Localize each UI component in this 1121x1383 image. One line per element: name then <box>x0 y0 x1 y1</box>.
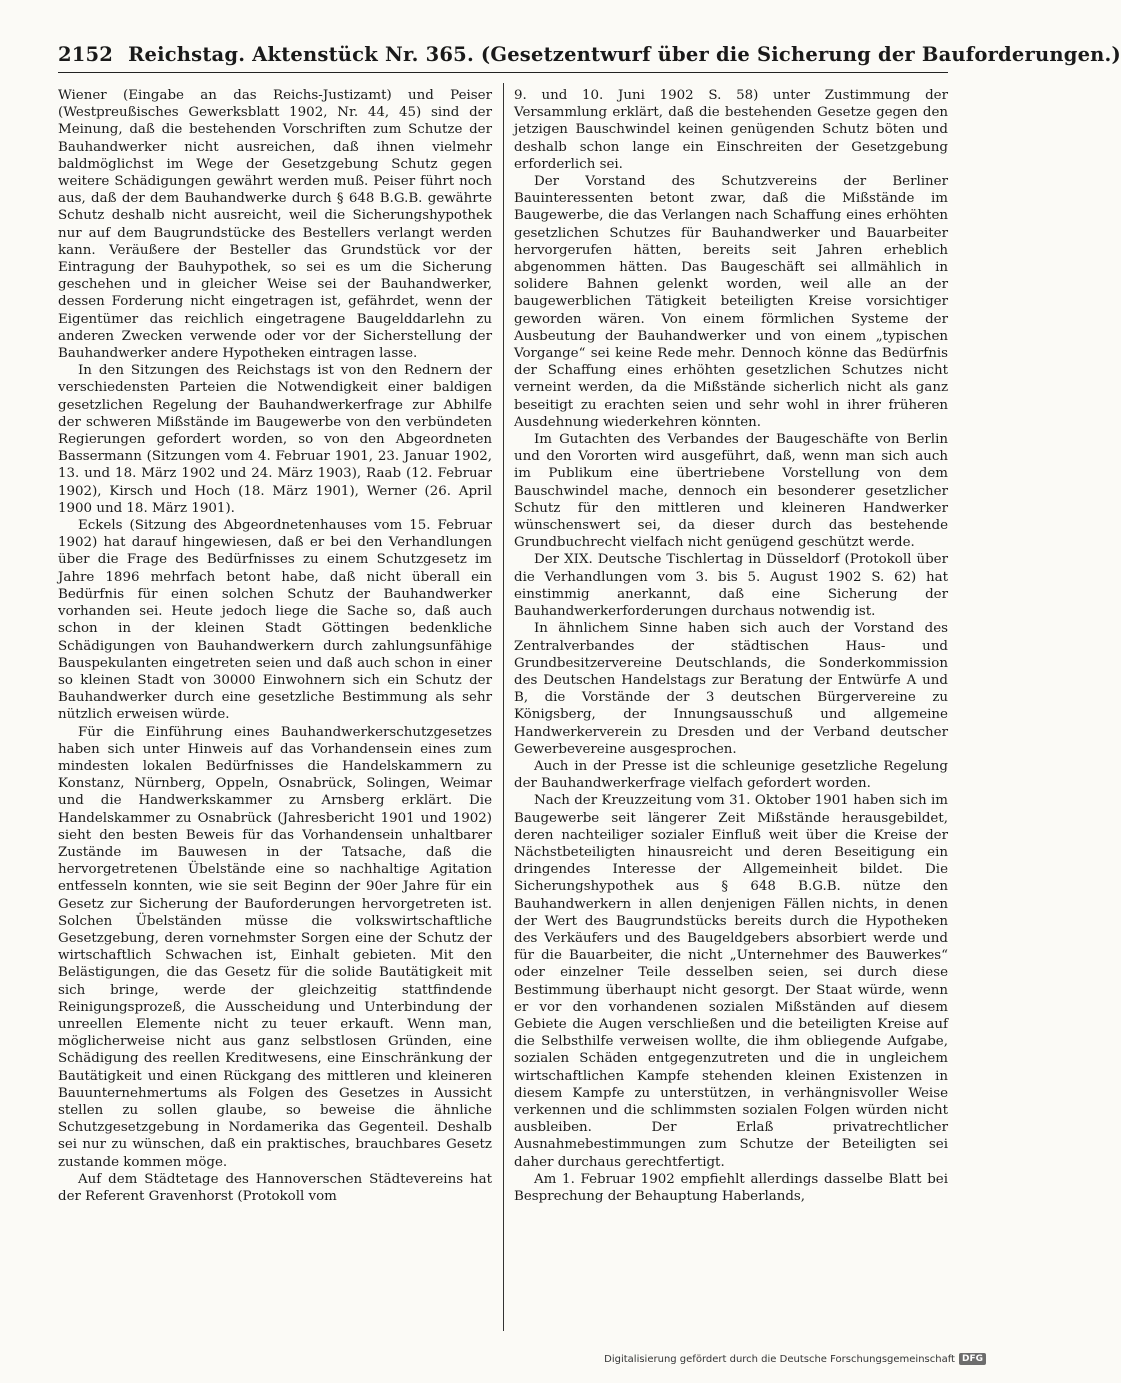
paragraph: Für die Einführung eines Bauhandwerkerschutzgesetzes haben sich unter Hinweis auf das Vorhandensein eines zum mindesten lokalen Bedürfnisses die Handelskammern zu Konstanz, Nürnberg, Oppeln, Osnabrück, Solingen, Weimar und die Handwerkskammer zu Arnsberg erklärt. Die Handelskammer zu Osnabrück (Jahresbericht 1901 und 1902) sieht den besten Beweis für das Vorhandensein unhaltbarer Zustände im Bauwesen in der Tatsache, daß die hervorgetretenen Übelstände eine so nachhaltige Agitation entfesseln konnten, wie sie seit Beginn der 90er Jahre für ein Gesetz zur Sicherung der Bauforderungen hervorgetreten ist. Solchen Übelständen müsse die volkswirtschaftliche Gesetzgebung, deren vornehmster Sorgen eine der Schutz der wirtschaftlich Schwachen ist, Einhalt gebieten. Mit den Belästigungen, die das Gesetz für die solide Bautätigkeit mit sich bringe, werde der gleichzeitig stattfindende Reinigungsprozeß, die Ausscheidung und Unterbindung der unreellen Elemente nicht zu teuer erkauft. Wenn man, möglicherweise nicht aus ganz selbstlosen Gründen, eine Schädigung des reellen Kreditwesens, eine Einschränkung der Bautätigkeit und einen Rückgang des mittleren und kleineren Bauunternehmertums als Folgen des Gesetzes in Aussicht stellen zu sollen glaube, so beweise die ähnliche Schutzgesetzgebung in Nordamerika das Gegenteil. Deshalb sei nur zu wünschen, daß ein praktisches, brauchbares Gesetz zustande kommen möge. <box>58 724 492 1170</box>
paragraph: Der XIX. Deutsche Tischlertag in Düsseldorf (Protokoll über die Verhandlungen vom 3. bis 5. August 1902 S. 62) hat einstimmig anerkannt, daß eine Sicherung der Bauhandwerkerforderungen durchaus notwendig ist. <box>514 552 948 620</box>
paragraph: 9. und 10. Juni 1902 S. 58) unter Zustimmung der Versammlung erklärt, daß die bestehenden Gesetze gegen den jetzigen Bauschwindel keinen genügenden Schutz böten und deshalb schon lange ein Einschreiten der Gesetzgebung erforderlich sei. <box>514 88 948 172</box>
paragraph: In den Sitzungen des Reichstags ist von den Rednern der verschiedensten Parteien die Notwendigkeit einer baldigen gesetzlichen Regelung der Bauhandwerkerfrage zur Abhilfe der schweren Mißstände im Baugewerbe von den verbündeten Regierungen gefordert worden, so von den Abgeordneten Bassermann (Sitzungen vom 4. Februar 1901, 23. Januar 1902, 13. und 18. März 1902 und 24. März 1903), Raab (12. Februar 1902), Kirsch und Hoch (18. März 1901), Werner (26. April 1900 und 18. März 1901). <box>58 363 492 516</box>
header-title: Reichstag. Aktenstück Nr. 365. (Gesetzentwurf über die Sicherung der Bauforderungen.) <box>128 43 1121 66</box>
digitization-footer <box>604 1353 986 1365</box>
paragraph: Am 1. Februar 1902 empfiehlt allerdings dasselbe Blatt bei Besprechung der Behauptung Haberlands, <box>514 1171 948 1204</box>
running-header <box>58 40 1121 73</box>
column-divider <box>503 83 504 1331</box>
paragraph: Nach der Kreuzzeitung vom 31. Oktober 1901 haben sich im Baugewerbe seit längerer Zeit Mißstände herausgebildet, deren nachteiliger sozialer Einfluß weit über die Kreise der Nächstbeteiligten hinausreicht und deren Beseitigung ein dringendes Interesse der Allgemeinheit bildet. Die Sicherungshypothek aus § 648 B.G.B. nütze den Bauhandwerkern in allen denjenigen Fällen nichts, in denen der Wert des Baugrundstücks bereits durch die Hypotheken des Verkäufers und des Baugeldgebers absorbiert werde und für die Bauarbeiter, die nicht „Unternehmer des Bauwerkes“ oder einzelner Teile desselben seien, sei durch diese Bestimmung überhaupt nicht gesorgt. Der Staat würde, wenn er vor den vorhandenen sozialen Mißständen auf diesem Gebiete die Augen verschließen und die beteiligten Kreise auf die Selbsthilfe verweisen wollte, die ihm obliegende Aufgabe, sozialen Schäden entgegenzutreten und die in ungleichem wirtschaftlichen Kampfe stehenden kleinen Existenzen in diesem Kampfe zu unterstützen, in verhängnisvoller Weise verkennen und die schlimmsten sozialen Folgen würden nicht ausbleiben. Der Erlaß privatrechtlicher Ausnahmebestimmungen zum Schutze der Beteiligten sei daher durchaus gerechtfertigt. <box>514 793 948 1170</box>
dfg-logo-icon: DFG <box>959 1353 986 1365</box>
page-number: 2152 <box>58 43 114 66</box>
footer-text: Digitalisierung gefördert durch die Deutsche Forschungsgemeinschaft <box>604 1353 955 1365</box>
paragraph: In ähnlichem Sinne haben sich auch der Vorstand des Zentralverbandes der städtischen Haus- und Grundbesitzervereine Deutschlands, die Sonderkommission des Deutschen Handelstags zur Beratung der Entwürfe A und B, die Vorstände der 3 deutschen Bürgervereine zu Königsberg, der Innungsausschuß und allgemeine Handwerkerverein zu Dresden und der Verband deutscher Gewerbevereine ausgesprochen. <box>514 621 948 757</box>
paragraph: Wiener (Eingabe an das Reichs-Justizamt) und Peiser (Westpreußisches Gewerksblatt 1902, Nr. 44, 45) sind der Meinung, daß die bestehenden Vorschriften zum Schutze der Bauhandwerker nicht ausreichen, daß ihnen vielmehr baldmöglichst im Wege der Gesetzgebung Schutz gegen weitere Schädigungen gewährt werden muß. Peiser führt noch aus, daß der dem Bauhandwerke durch § 648 B.G.B. gewährte Schutz deshalb nicht ausreicht, weil die Sicherungshypothek nur auf dem Baugrundstücke des Bestellers verlangt werden kann. Veräußere der Besteller das Grundstück vor der Eintragung der Bauhypothek, so sei es um die Sicherung geschehen und in gleicher Weise sei der Bauhandwerker, dessen Forderung nicht eingetragen ist, gefährdet, wenn der Eigentümer das reichlich eingetragene Baugelddarlehn zu anderen Zwecken verwende oder vor der Sicherstellung der Bauhandwerker andere Hypotheken eintragen lasse. <box>58 88 492 362</box>
left-column <box>58 87 492 1205</box>
page <box>58 40 1121 1204</box>
paragraph: Auch in der Presse ist die schleunige gesetzliche Regelung der Bauhandwerkerfrage vielfach gefordert worden. <box>514 758 948 792</box>
paragraph: Im Gutachten des Verbandes der Baugeschäfte von Berlin und den Vororten wird ausgeführt, daß, wenn man sich auch im Publikum eine übertriebene Vorstellung von dem Bauschwindel mache, dennoch ein besonderer gesetzlicher Schutz für den mittleren und kleineren Handwerker wünschenswert sei, da dieser durch das bestehende Grundbuchrecht vielfach nicht genügend geschützt werde. <box>514 432 948 551</box>
right-column <box>514 87 948 1205</box>
paragraph: Der Vorstand des Schutzvereins der Berliner Bauinteressenten betont zwar, daß die Mißstände im Baugewerbe, die das Verlangen nach Schaffung eines erhöhten gesetzlichen Schutzes für Bauhandwerker und Bauarbeiter hervorgerufen hätten, bereits seit Jahren erheblich abgenommen hätten. Das Baugeschäft sei allmählich in solidere Bahnen gelenkt worden, weil alle an der baugewerblichen Tätigkeit beteiligten Kreise vorsichtiger geworden wären. Von einem förmlichen Systeme der Ausbeutung der Bauhandwerker und von einem „typischen Vorgange“ sei keine Rede mehr. Dennoch könne das Bedürfnis der Schaffung eines erhöhten gesetzlichen Schutzes nicht verneint werden, da die Mißstände sicherlich nicht als ganz beseitigt zu erachten seien und sehr wohl in ihrer früheren Ausdehnung wiederkehren könnten. <box>514 174 948 430</box>
paragraph: Auf dem Städtetage des Hannoverschen Städtevereins hat der Referent Gravenhorst (Protokoll vom <box>58 1171 492 1204</box>
paragraph: Eckels (Sitzung des Abgeordnetenhauses vom 15. Februar 1902) hat darauf hingewiesen, daß er bei den Verhandlungen über die Frage des Bedürfnisses zu einem Schutzgesetz im Jahre 1896 mehrfach betont habe, daß nicht überall ein Bedürfnis für einen solchen Schutz der Bauhandwerker vorhanden sei. Heute jedoch liege die Sache so, daß auch schon in der kleinen Stadt Göttingen bedenkliche Schädigungen von Bauhandwerkern durch zahlungsunfähige Bauspekulanten eingetreten seien und daß auch schon in einer so kleinen Stadt von 30000 Einwohnern sich ein Schutz der Bauhandwerker durch eine gesetzliche Bestimmung als sehr nützlich erweisen würde. <box>58 518 492 723</box>
